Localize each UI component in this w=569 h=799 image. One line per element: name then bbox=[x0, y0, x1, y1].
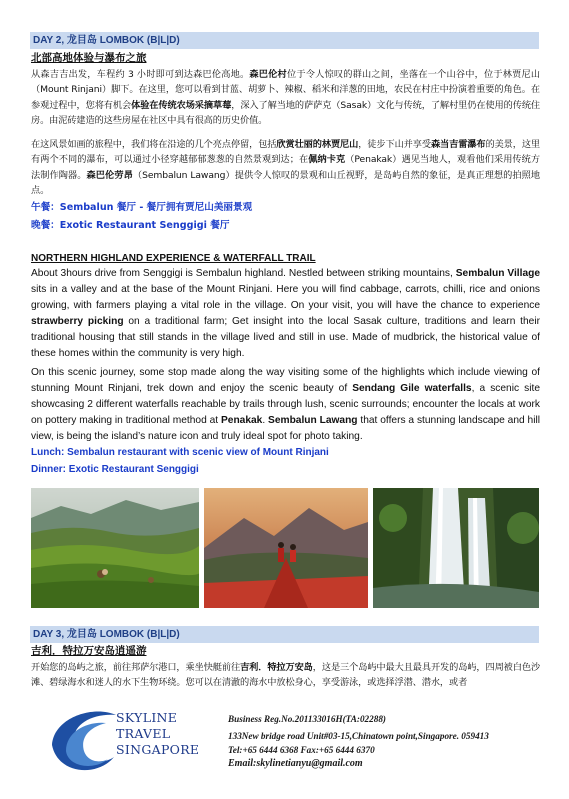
text-run: 从森吉吉出发，车程约 3 小时即可到达森巴伦高地。 bbox=[31, 69, 250, 80]
chinese-lunch-line: 午餐：Sembalun 餐厅 - 餐厅拥有贾尼山美丽景观 bbox=[31, 202, 253, 213]
bold-highlight: Sembalun Lawang bbox=[268, 415, 358, 427]
chinese-section-title: 北部高地体验与瀑布之旅 bbox=[31, 52, 147, 64]
bold-highlight: 吉利．特拉万安岛 bbox=[240, 662, 313, 673]
text-run: 在这风景如画的旅程中，我们将在沿途的几个亮点停留，包括 bbox=[31, 139, 277, 150]
text-run: （Sembalun Lawang）提供令人惊叹的景观和山丘视野，是岛屿自然的象征，是真正理想的拍照地点。 bbox=[31, 169, 541, 196]
text-run: sits in a valley and at the base of the Mount Rinjani. Here you will find cabbage, carrots, chilli, rice and onions growing, with farmers playing a vital role in the village. On your visit, you will have the chance to experience bbox=[31, 284, 540, 312]
bold-highlight: 佩纳卡克 bbox=[308, 154, 346, 166]
text-run: On this scenic journey, some stop made along the way visiting some of the highlights which include viewing of stunning Mount Rinjani, trek down and enjoy the scenic beauty of bbox=[31, 367, 540, 395]
company-email: Email:skylinetianyu@gmail.com bbox=[228, 758, 363, 769]
logo-text-line-3: SINGAPORE bbox=[116, 742, 200, 757]
bold-highlight: 欣赏壮丽的林贾尼山 bbox=[276, 139, 359, 150]
text-run: ，徒步下山并享受 bbox=[358, 139, 431, 150]
mountain-viewpoint-photo bbox=[204, 488, 368, 608]
text-run: . bbox=[262, 415, 269, 427]
bold-highlight: 体验在传统农场采摘草莓 bbox=[131, 99, 232, 111]
logo-text-line-2: TRAVEL bbox=[116, 726, 171, 741]
waterfall-photo bbox=[373, 488, 539, 608]
text-run: on a traditional farm; Get insight into the local Sasak culture, traditions and learn their traditional housing that still stands in the village lived and still in use. Made of mudbrick, the historical value of these homes within the community is very high. bbox=[31, 316, 540, 360]
company-logo bbox=[44, 705, 219, 775]
bold-highlight: Sembalun Village bbox=[455, 268, 541, 279]
text-run: About 3hours drive from Senggigi is Sembalun highland. Nestled between striking mountains, bbox=[31, 268, 456, 279]
english-dinner-line: Dinner: Exotic Restaurant Senggigi bbox=[31, 464, 199, 475]
english-lunch-line: Lunch: Sembalun restaurant with scenic view of Mount Rinjani bbox=[31, 447, 329, 458]
text-run: ，深入了解当地的萨萨克（Sasak）文化与传统，了解村里仍在使用的传统住房。由泥砖建造的这些房屋在社区中具有很高的历史价值。 bbox=[31, 99, 541, 126]
bold-highlight: 森当吉雷瀑布 bbox=[430, 139, 486, 150]
text-run: 的美景，这里有两个不同的瀑布，可以通过小径穿越郁郁葱葱的自然景观到达；在 bbox=[31, 139, 541, 166]
company-phone-fax: Tel:+65 6444 6368 Fax:+65 6444 6370 bbox=[228, 745, 375, 755]
text-run: （Penakak）遇见当地人，观看他们采用传统方法制作陶器。 bbox=[31, 154, 541, 181]
company-address: 133New bridge road Unit#03-15,Chinatown point,Singapore. 059413 bbox=[228, 731, 489, 741]
logo-swoosh-icon bbox=[44, 705, 124, 775]
day3-paragraph-1 bbox=[31, 660, 540, 691]
logo-text-line-1: SKYLINE bbox=[116, 710, 178, 725]
day2-header-bar: DAY 2, 龙目岛 LOMBOK (B|L|D) bbox=[30, 32, 539, 49]
day3-header-bar: DAY 3, 龙目岛 LOMBOK (B|L|D) bbox=[30, 626, 539, 643]
english-paragraph-1 bbox=[31, 266, 540, 363]
text-run: 开始您的岛屿之旅，前往邦萨尔港口，乘坐快艇前往 bbox=[31, 662, 241, 673]
business-registration: Business Reg.No.201133016H(TA:02288) bbox=[228, 714, 386, 724]
bold-highlight: 森巴伦村 bbox=[249, 69, 287, 80]
text-run: that offers a stunning landscape and hill view, is being the island’s nature icon and truly ideal spot for photo taking. bbox=[31, 415, 540, 443]
text-run: 位于令人惊叹的群山之间，坐落在一个山谷中，位于林贾尼山（Mount Rinjani）脚下。在这里，您可以看到甘蓝、胡萝卜、辣椒、稻米和洋葱的田地，农民在村庄中扮演着重要的角色。在参观过程中，您将有机会 bbox=[31, 69, 540, 111]
day3-section-title: 吉利．特拉万安岛逍遥游 bbox=[31, 645, 147, 657]
bold-highlight: Penakak bbox=[220, 415, 263, 427]
text-run: , a scenic site showcasing 2 different waterfalls reachable by trails through lush, scenic surrounds; encounter the locals at work on pottery making in traditional method at bbox=[31, 383, 540, 427]
bold-highlight: 森巴伦劳昂 bbox=[86, 169, 133, 181]
text-run: ，这是三个岛屿中最大且最具开发的岛屿，四周被白色沙滩、碧绿海水和迷人的水下生物环绕。您可以在清澈的海水中放松身心，享受游泳，或选择浮潜、潜水，或者 bbox=[31, 662, 541, 689]
rice-terrace-photo bbox=[31, 488, 199, 608]
chinese-paragraph-2 bbox=[31, 137, 540, 198]
chinese-paragraph-1 bbox=[31, 67, 540, 128]
bold-highlight: Sendang Gile waterfalls bbox=[352, 383, 472, 395]
bold-highlight: strawberry picking bbox=[31, 316, 124, 328]
english-section-title: NORTHERN HIGHLAND EXPERIENCE & WATERFALL TRAIL bbox=[31, 253, 316, 264]
chinese-dinner-line: 晚餐：Exotic Restaurant Senggigi 餐厅 bbox=[31, 220, 230, 231]
english-paragraph-2 bbox=[31, 365, 540, 445]
